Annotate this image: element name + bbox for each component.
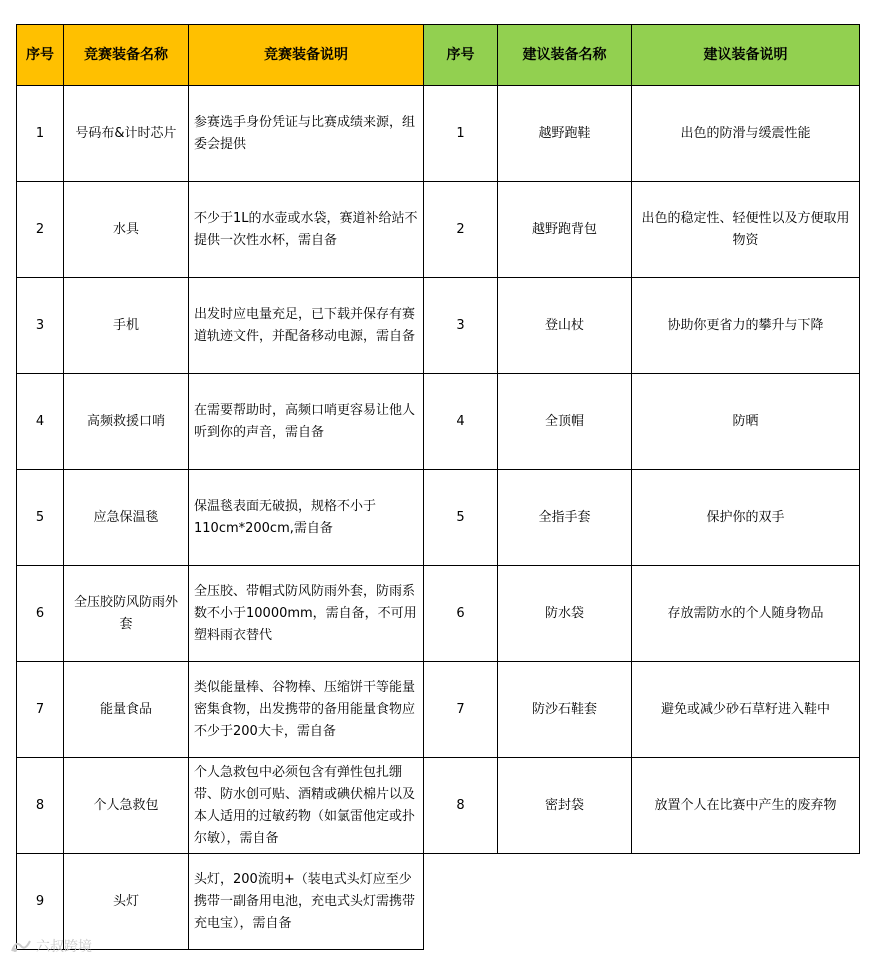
required-name: 高频救援口哨 xyxy=(63,373,189,470)
required-desc xyxy=(188,757,424,854)
required-name: 水具 xyxy=(63,181,189,278)
required-desc xyxy=(188,85,424,182)
suggested-no: 2 xyxy=(423,181,498,278)
suggested-name: 越野跑背包 xyxy=(497,181,632,278)
header-suggested-desc: 建议装备说明 xyxy=(631,24,860,86)
suggested-desc: 出色的稳定性、轻便性以及方便取用物资 xyxy=(631,181,860,278)
required-name: 能量食品 xyxy=(63,661,189,758)
suggested-name: 防沙石鞋套 xyxy=(497,661,632,758)
required-desc xyxy=(188,469,424,566)
suggested-desc: 存放需防水的个人随身物品 xyxy=(631,565,860,662)
suggested-desc: 放置个人在比赛中产生的废弃物 xyxy=(631,757,860,854)
required-desc xyxy=(188,661,424,758)
required-desc xyxy=(188,853,424,950)
required-desc xyxy=(188,277,424,374)
suggested-no: 6 xyxy=(423,565,498,662)
required-desc-text: 全压胶、带帽式防风防雨外套，防雨系数不小于10000mm，需自备，不可用塑料雨衣替代 xyxy=(194,583,417,643)
suggested-name: 越野跑鞋 xyxy=(497,85,632,182)
suggested-name: 全顶帽 xyxy=(497,373,632,470)
required-no: 7 xyxy=(16,661,64,758)
suggested-desc: 防晒 xyxy=(631,373,860,470)
required-name: 全压胶防风防雨外套 xyxy=(63,565,189,662)
required-no: 5 xyxy=(16,469,64,566)
suggested-no: 7 xyxy=(423,661,498,758)
required-no: 4 xyxy=(16,373,64,470)
required-name: 号码布&计时芯片 xyxy=(63,85,189,182)
required-name: 应急保温毯 xyxy=(63,469,189,566)
suggested-no: 1 xyxy=(423,85,498,182)
watermark-logo-icon xyxy=(10,938,32,954)
suggested-no: 3 xyxy=(423,277,498,374)
required-no: 8 xyxy=(16,757,64,854)
required-name: 手机 xyxy=(63,277,189,374)
required-desc-text: 参赛选手身份凭证与比赛成绩来源，组委会提供 xyxy=(194,114,416,152)
required-no: 2 xyxy=(16,181,64,278)
header-required-no: 序号 xyxy=(16,24,64,86)
required-no: 6 xyxy=(16,565,64,662)
suggested-no: 8 xyxy=(423,757,498,854)
required-no: 1 xyxy=(16,85,64,182)
required-desc-text: 头灯，200流明+（装电式头灯应至少携带一副备用电池，充电式头灯需携带充电宝），需自备 xyxy=(194,871,416,931)
suggested-no: 4 xyxy=(423,373,498,470)
required-desc-text: 类似能量棒、谷物棒、压缩饼干等能量密集食物，出发携带的备用能量食物应不少于200大卡，需自备 xyxy=(194,679,416,739)
header-required-name: 竞赛装备名称 xyxy=(63,24,189,86)
required-desc-text: 保温毯表面无破损，规格不小于110cm*200cm,需自备 xyxy=(194,498,377,536)
suggested-desc: 协助你更省力的攀升与下降 xyxy=(631,277,860,374)
required-desc xyxy=(188,565,424,662)
required-desc-text: 个人急救包中必须包含有弹性包扎绷带、防水创可贴、酒精或碘伏棉片以及本人适用的过敏药物（如氯雷他定或扑尔敏），需自备 xyxy=(194,764,416,846)
suggested-name: 密封袋 xyxy=(497,757,632,854)
required-name: 头灯 xyxy=(63,853,189,950)
header-suggested-name: 建议装备名称 xyxy=(497,24,632,86)
suggested-name: 登山杖 xyxy=(497,277,632,374)
required-desc-text: 出发时应电量充足，已下载并保存有赛道轨迹文件，并配备移动电源，需自备 xyxy=(194,306,416,344)
required-name: 个人急救包 xyxy=(63,757,189,854)
required-no: 3 xyxy=(16,277,64,374)
suggested-desc: 出色的防滑与缓震性能 xyxy=(631,85,860,182)
suggested-name: 全指手套 xyxy=(497,469,632,566)
watermark-text: 六叔跨境 xyxy=(36,939,92,955)
required-desc-text: 不少于1L的水壶或水袋，赛道补给站不提供一次性水杯，需自备 xyxy=(194,210,418,248)
required-desc xyxy=(188,181,424,278)
header-required-desc: 竞赛装备说明 xyxy=(188,24,424,86)
required-no: 9 xyxy=(16,853,64,950)
required-desc-text: 在需要帮助时，高频口哨更容易让他人听到你的声音，需自备 xyxy=(194,402,416,440)
header-suggested-no: 序号 xyxy=(423,24,498,86)
watermark xyxy=(10,936,92,956)
required-desc xyxy=(188,373,424,470)
suggested-no: 5 xyxy=(423,469,498,566)
suggested-name: 防水袋 xyxy=(497,565,632,662)
suggested-desc: 保护你的双手 xyxy=(631,469,860,566)
suggested-desc: 避免或减少砂石草籽进入鞋中 xyxy=(631,661,860,758)
